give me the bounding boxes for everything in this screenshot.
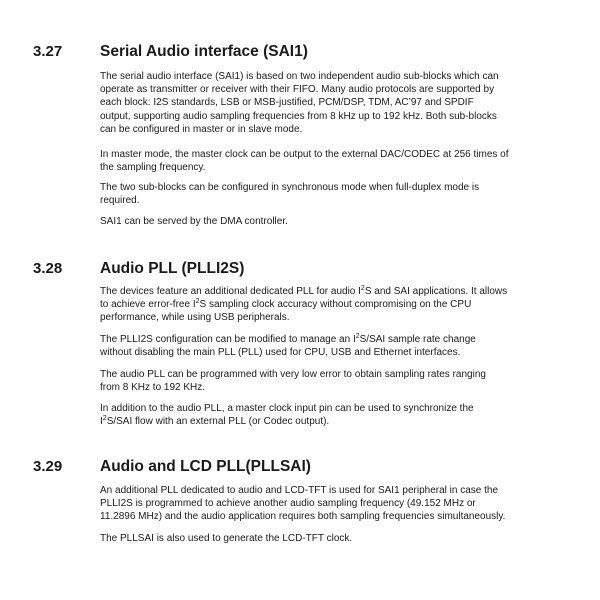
- text-line: output, supporting audio sampling frequencies from 8 kHz up to 192 kHz. Both sub-blocks: [100, 110, 497, 122]
- text-line: The devices feature an additional dedicated PLL for audio $I^2S$ and SAI applications. It allows: [100, 285, 508, 297]
- text-line: The serial audio interface (SAI1) is based on two independent audio sub-blocks which can: [100, 71, 499, 82]
- section-title: Audio PLL (PLLI2S): [100, 260, 245, 277]
- text-line: The PLLI2S configuration can be modified to manage an $I^2S$/SAI sample rate change: [100, 333, 476, 345]
- section-title: Serial Audio interface (SAI1): [100, 43, 308, 60]
- paragraph: [100, 215, 572, 228]
- text-line: 11.2896 MHz) and the audio application requires both sampling frequencies simultaneously.: [100, 511, 506, 523]
- section-title: Audio and LCD PLL(PLLSAI): [100, 458, 311, 475]
- section-heading: [0, 42, 600, 66]
- text-line: from 8 KHz to 192 KHz.: [100, 382, 206, 394]
- text-line: SAI1 can be served by the DMA controller.: [100, 216, 288, 227]
- paragraph: [100, 484, 572, 524]
- text-line: performance, while using USB peripherals.: [100, 312, 290, 324]
- section-heading: [0, 259, 600, 283]
- text-line: required.: [100, 195, 140, 207]
- text-line: $I^2S$/SAI flow with an external PLL (or Codec output).: [100, 415, 330, 428]
- text-line: to achieve error-free $I^2S$ sampling clock accuracy without compromising on the CPU: [100, 298, 472, 311]
- text-line: operate as transmitter or receiver with their FIFO. Many audio protocols are supported by: [100, 84, 495, 96]
- paragraph: [100, 402, 572, 428]
- paragraph: [100, 532, 572, 545]
- paragraph: [100, 368, 572, 394]
- text-line: The PLLSAI is also used to generate the LCD-TFT clock.: [100, 533, 353, 544]
- paragraph: [100, 70, 572, 136]
- text-line: can be configured in master or in slave mode.: [100, 123, 303, 135]
- text-line: In addition to the audio PLL, a master clock input pin can be used to synchronize the: [100, 403, 474, 414]
- section-3-29: [0, 457, 600, 481]
- paragraph: [100, 285, 572, 325]
- paragraph: [100, 333, 572, 359]
- paragraph: [100, 148, 572, 174]
- text-line: PLLI2S is programmed to achieve another audio sampling frequency (49.152 MHz or: [100, 498, 476, 510]
- text-line: without disabling the main PLL (PLL) used for CPU, USB and Ethernet interfaces.: [100, 347, 461, 359]
- text-line: The two sub-blocks can be configured in synchronous mode when full-duplex mode is: [100, 182, 480, 193]
- section-3-28: [0, 259, 600, 283]
- text-line: An additional PLL dedicated to audio and LCD-TFT is used for SAI1 peripheral in case the: [100, 485, 499, 496]
- section-3-27: [0, 42, 600, 66]
- section-number: 3.29: [33, 458, 63, 475]
- paragraph: [100, 181, 572, 207]
- text-line: each block: I2S standards, LSB or MSB-justified, PCM/DSP, TDM, AC’97 and SPDIF: [100, 97, 474, 109]
- text-line: The audio PLL can be programmed with very low error to obtain sampling rates ranging: [100, 369, 486, 380]
- section-heading: [0, 457, 600, 481]
- text-line: the sampling frequency.: [100, 162, 206, 174]
- section-number: 3.28: [33, 260, 63, 277]
- section-number: 3.27: [33, 43, 63, 60]
- text-line: In master mode, the master clock can be output to the external DAC/CODEC at 256 times of: [100, 149, 509, 160]
